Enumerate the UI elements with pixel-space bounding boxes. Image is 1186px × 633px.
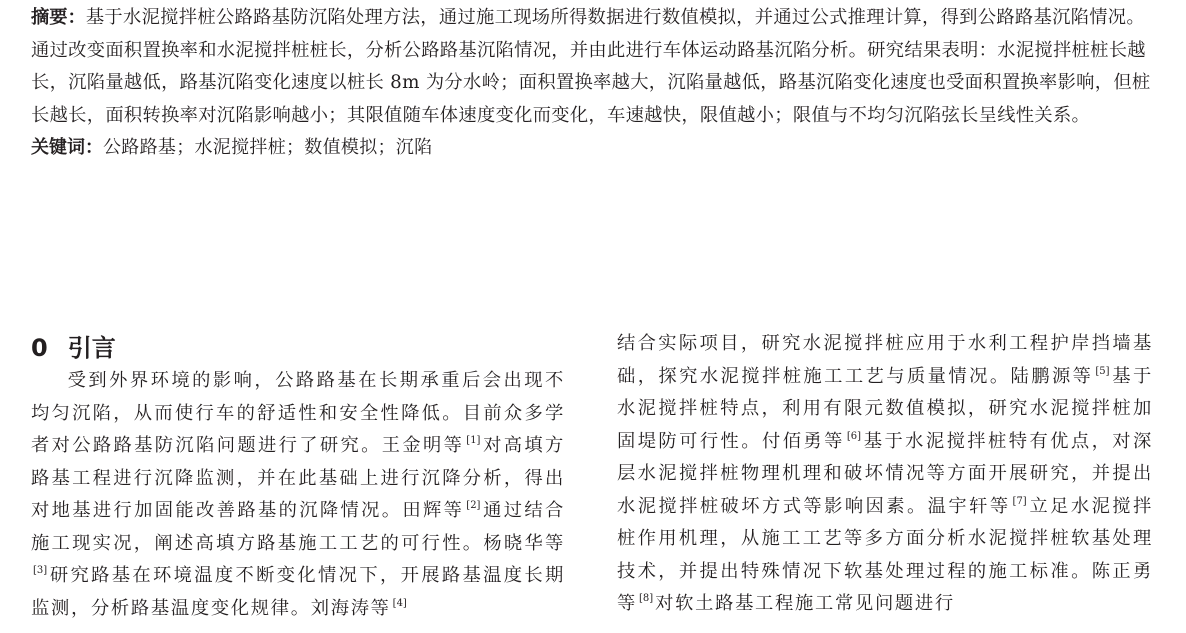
keywords-paragraph (31, 132, 1155, 164)
section-heading (31, 331, 565, 365)
citation-7: [7] (1012, 495, 1027, 507)
keywords-label: 关键词： (31, 137, 103, 159)
intro-text-2: 对高填方路基工程进行沉降监测，并在此基础上进行沉降分析，得出对地基进行加固能改善路基的沉降情况。田辉等 (31, 435, 565, 521)
abstract-label: 摘要： (31, 7, 86, 28)
abstract-paragraph (31, 2, 1155, 132)
abstract-block (31, 2, 1155, 164)
intro-text-8: 立足水泥搅拌桩作用机理，从施工工艺等多方面分析水泥搅拌桩软基处理技术，并提出特殊情况下软基处理过程的施工标准。陈正勇等 (617, 495, 1153, 614)
citation-6: [6] (846, 430, 862, 442)
abstract-text: 基于水泥搅拌桩公路路基防沉陷处理方法，通过施工现场所得数据进行数值模拟，并通过公式推理计算，得到公路路基沉陷情况。通过改变面积置换率和水泥搅拌桩桩长，分析公路路基沉陷情况，并由此进行车体运动路基沉陷分析。研究结果表明：水泥搅拌桩桩长越长，沉陷量越低，路基沉陷变化速度以桩长 8m 为分水岭；面积置换率越大，沉陷量越低，路基沉陷变化速度也受面积置换率影响，但桩长越长，面积转换率对沉陷影响越小；其限值随车体速度变化而变化，车速越快，限值越小；限值与不均匀沉陷弦长呈线性关系。 (31, 7, 1151, 126)
citation-8: [8] (638, 593, 654, 604)
intro-text-7: 基于水泥搅拌桩特有优点，对深层水泥搅拌桩物理机理和破坏情况等方面开展研究，并提出水泥搅拌桩破坏方式等影响因素。温宇轩等 (617, 430, 1153, 517)
right-column (617, 328, 1153, 621)
intro-text-4: 研究路基在环境温度不断变化情况下，开展路基温度长期监测，分析路基温度变化规律。刘海涛等 (31, 565, 565, 619)
intro-text-6: 基于水泥搅拌桩特点，利用有限元数值模拟，研究水泥搅拌桩加固堤防可行性。付佰勇等 (617, 365, 1153, 452)
intro-text-3: 通过结合施工现实况，阐述高填方路基施工工艺的可行性。杨晓华等 (31, 500, 565, 554)
intro-text-9: 对软土路基工程施工常见问题进行 (655, 593, 955, 614)
citation-1: [1] (466, 435, 481, 446)
intro-text-5: 结合实际项目，研究水泥搅拌桩应用于水利工程护岸挡墙基础，探究水泥搅拌桩施工工艺与质量情况。陆鹏源等 (617, 333, 1153, 387)
intro-paragraph-left (31, 365, 565, 625)
intro-paragraph-right (617, 328, 1153, 621)
left-column (31, 331, 565, 625)
section-number: 0 (31, 334, 48, 362)
section-title: 引言 (67, 334, 116, 362)
keywords-text: 公路路基；水泥搅拌桩；数值模拟；沉陷 (103, 137, 433, 159)
citation-2: [2] (466, 500, 481, 511)
citation-3: [3] (33, 565, 48, 576)
citation-4: [4] (392, 597, 407, 609)
intro-text-1: 受到外界环境的影响，公路路基在长期承重后会出现不均匀沉陷，从而使行车的舒适性和安全性降低。目前众多学者对公路路基防沉陷问题进行了研究。王金明等 (31, 370, 565, 456)
citation-5: [5] (1095, 365, 1110, 377)
